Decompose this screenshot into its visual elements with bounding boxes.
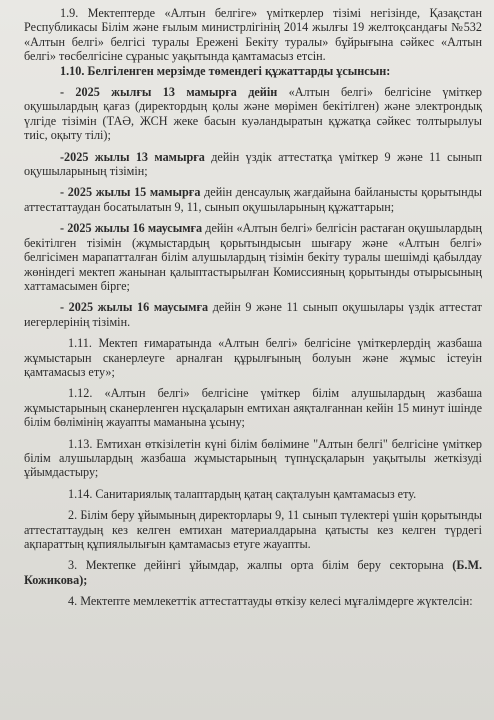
deadline-text-2: дейін үздік аттестатқа үміткер 9 және 11 сынып оқушыларының тізімін; bbox=[24, 149, 482, 179]
deadline-item-5 bbox=[24, 300, 482, 329]
deadline-date-4: - 2025 жылы 16 маусымға bbox=[60, 221, 203, 236]
deadline-date-2: -2025 жылы 13 мамырға bbox=[60, 149, 205, 164]
paragraph-3-text: 3. Мектепке дейінгі ұйымдар, жалпы орта білім беру секторына bbox=[68, 558, 444, 573]
deadline-item-1 bbox=[24, 85, 482, 143]
paragraph-2: 2. Білім беру ұйымының директорлары 9, 11 сынып түлектері үшін қорытынды аттестаттаудың кез келген емтихан материалдарына қатысты кез келген түрдегі ақпараттың құпиялылығын қамтамасыз етуге жауапты. bbox=[24, 508, 482, 551]
deadline-item-3 bbox=[24, 185, 482, 214]
paragraph-1-11: 1.11. Мектеп ғимаратында «Алтын белгі» белгісіне үміткерлердің жазбаша жұмыстарын сканерлеуге арналған құрылғының болуын және жұмыс істеуін қамтамасыз ету»; bbox=[24, 336, 482, 379]
responsible-person-name: (Б.М. Кожикова); bbox=[24, 558, 483, 587]
deadline-text-3: дейін денсаулық жағдайына байланысты қорытынды аттестаттаудан босатылатын 9, 11, сынып оқушыларының құжаттарын; bbox=[24, 185, 482, 214]
paragraph-1-10 bbox=[24, 64, 482, 78]
deadline-item-4 bbox=[24, 221, 482, 293]
deadline-text-4: дейін «Алтын белгі» белгісін растаған оқушылардың бекітілген тізімін (жұмыстардың қорытындысын шығару және «Алтын белгі» белгісімен марапатталған білім алушылардың тізімін бекіту туралы шешімді қабылдау жөніндегі мектеп жанынан қалыптастырылған Комиссияның қорытынды отырысының хаттамасымен бірге; bbox=[24, 221, 482, 293]
paragraph-3 bbox=[24, 558, 482, 587]
paragraph-1-9: 1.9. Мектептерде «Алтын белгіге» үміткерлер тізімі негізінде, Қазақстан Республикасы Білім және ғылым министрлігінің 2014 жылғы 19 желтоқсандағы №532 «Алтын белгі» белгісі туралы Ережені Бекіту туралы» бұйрығына сәйкес «Алтын белгі» төсбелгісіне сұраныс уақытында қамтамасыз етсін. bbox=[24, 6, 482, 64]
deadline-date-5: - 2025 жылы 16 маусымға bbox=[60, 300, 209, 315]
deadline-text-1: «Алтын белгі» белгісіне үміткер оқушылардың қағаз (директордың қолы және мөрімен бекітілген) және электрондық үлгіде тізімін (ТАӘ, ЖСН жеке басын куәландыратын құжатқа сәйкес толтырылуы тиіс, оқыту тілі); bbox=[24, 85, 482, 143]
deadline-date-1: - 2025 жылғы 13 мамырға дейін bbox=[60, 85, 278, 100]
deadline-date-3: - 2025 жылы 15 мамырға bbox=[60, 185, 201, 200]
paragraph-4: 4. Мектепте мемлекеттік аттестаттауды өткізу келесі мұғалімдерге жүктелсін: bbox=[68, 594, 473, 609]
paragraph-1-10-text: 1.10. Белгіленген мерзімде төмендегі құжаттарды ұсынсын: bbox=[60, 63, 391, 78]
paragraph-1-12: 1.12. «Алтын белгі» белгісіне үміткер білім алушылардың жазбаша жұмыстарының сканерленген нұсқаларын емтихан аяқталғаннан кейін 15 минут ішінде білім бөлімінің жауапты маманына ұсыну; bbox=[24, 386, 482, 430]
paragraph-1-14: 1.14. Санитариялық талаптардың қатаң сақталуын қамтамасыз ету. bbox=[68, 486, 417, 501]
paragraph-1-13: 1.13. Емтихан өткізілетін күні білім бөлімине "Алтын белгі" белгісіне үміткер білім алушылардың жазбаша жұмыстарының түпнұсқаларын уақытылы жеткізуді ұйымдастыру; bbox=[24, 436, 482, 480]
deadline-text-5: дейін 9 және 11 сынып оқушылары үздік аттестат иегерлерінің тізімін. bbox=[24, 300, 482, 329]
deadline-item-2 bbox=[24, 150, 482, 179]
